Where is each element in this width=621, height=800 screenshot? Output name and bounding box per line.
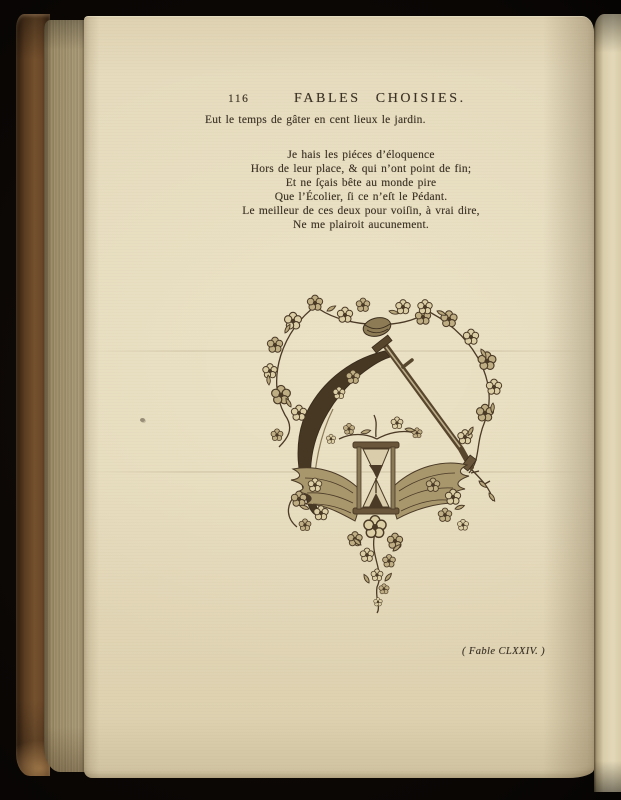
verse-line: Et ne ſçais bête au monde pire [285,176,437,189]
tailpiece-vignette-svg [257,287,505,617]
ink-speck [140,418,145,422]
verse-line: Le meilleur de ces deux pour voiſin, à vrai dire, [242,204,480,217]
verse-line: Que l’Écolier, ſi ce n’eſt le Pédant. [274,190,448,203]
winged-hourglass [353,442,399,514]
page-edge-stack [44,20,86,772]
running-title: FABLES CHOISIES. [294,91,466,106]
tailpiece-engraving [257,287,505,617]
facing-page-edge [594,14,621,792]
page-number: 116 [228,93,250,105]
verse-line: Hors de leur place, & qui n’ont point de fin; [250,162,472,175]
opening-line: Eut le temps de gâter en cent lieux le jardin. [205,114,426,126]
plate-note: ( Fable CLXXIV. ) [462,646,546,657]
verse-block [200,149,522,232]
verse-line: Ne me plairoit aucunement. [293,218,429,231]
book-page [84,16,594,778]
verse-line: Je hais les piéces d’éloquence [287,149,435,161]
